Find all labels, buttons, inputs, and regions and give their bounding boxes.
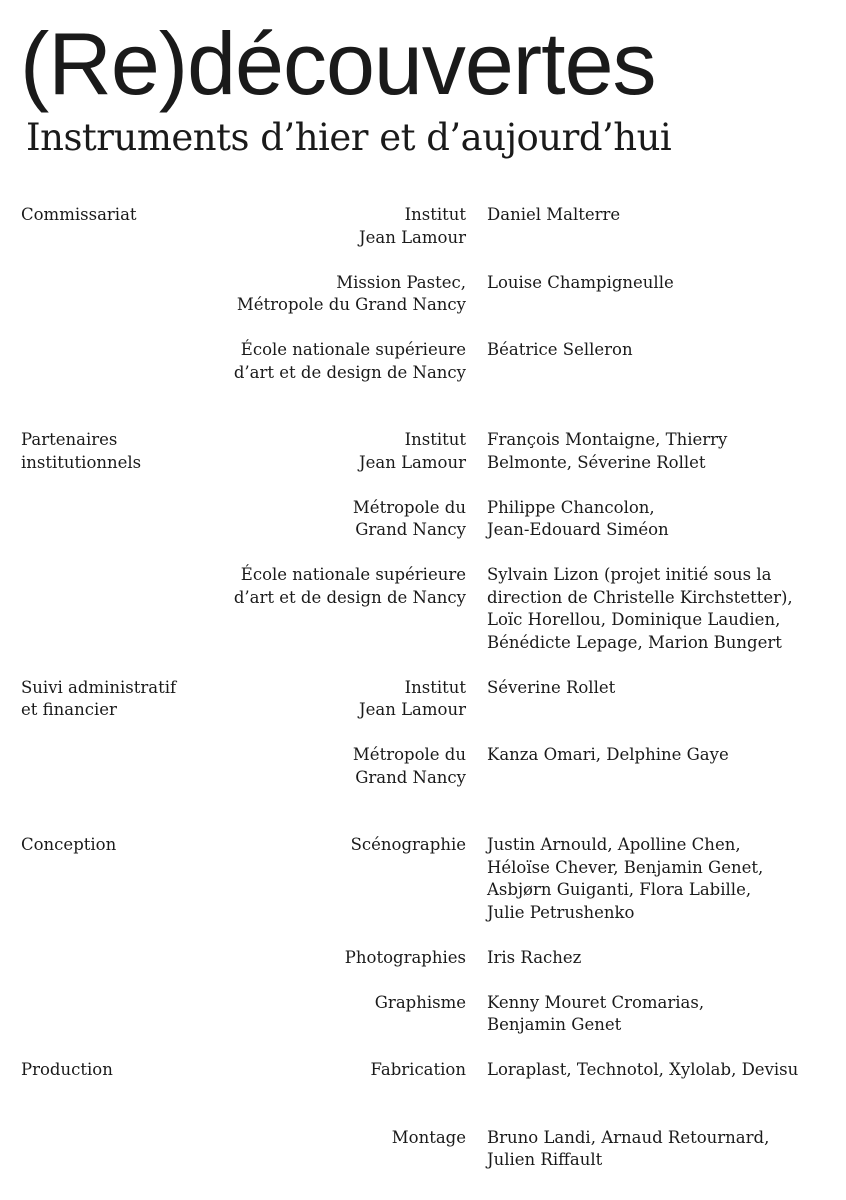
credit-entry <box>0 1127 846 1172</box>
credited-names: Loraplast, Technotol, Xylolab, Devisu <box>487 1060 799 1079</box>
organization: Scénographie <box>350 835 466 854</box>
credited-names: Bruno Landi, Arnaud Retournard, Julien Riffault <box>487 1127 770 1169</box>
credited-names: Séverine Rollet <box>487 677 616 697</box>
section-label: Production <box>21 1060 113 1079</box>
organization: Métropole du Grand Nancy <box>352 497 466 539</box>
section-label: Commissariat <box>21 205 137 224</box>
organization: Fabrication <box>370 1060 466 1079</box>
credit-entry <box>0 564 846 677</box>
section-label: Partenaires institutionnels <box>21 430 142 472</box>
credit-entry <box>0 1059 846 1127</box>
organization: Institut Jean Lamour <box>359 677 466 719</box>
credit-entry <box>0 204 846 272</box>
credited-names: Philippe Chancolon, Jean-Edouard Siméon <box>487 497 669 539</box>
credit-entry <box>0 834 846 947</box>
organization: Institut Jean Lamour <box>359 430 466 472</box>
credited-names: Iris Rachez <box>487 947 582 967</box>
credit-entry <box>0 947 846 992</box>
credit-entry <box>0 497 846 565</box>
credit-entry <box>0 429 846 497</box>
organization: Graphisme <box>374 992 466 1012</box>
section-suivi-administratif <box>0 677 846 835</box>
credits-list <box>0 204 846 1172</box>
section-label: Suivi administratif et financier <box>21 677 177 719</box>
credited-names: François Montaigne, Thierry Belmonte, Séverine Rollet <box>487 430 728 472</box>
credited-names: Daniel Malterre <box>487 205 621 224</box>
credit-entry <box>0 677 846 745</box>
credit-entry <box>0 339 846 429</box>
organization: Mission Pastec, Métropole du Grand Nancy <box>236 272 466 314</box>
page-title: (Re)découvertes <box>20 14 656 113</box>
organization: École nationale supérieure d’art et de design de Nancy <box>233 340 466 382</box>
credited-names: Justin Arnould, Apolline Chen, Héloïse Chever, Benjamin Genet, Asbjørn Guiganti, Flora Labille, Julie Petrushenko <box>487 835 764 922</box>
organization: Montage <box>391 1127 466 1147</box>
section-partenaires-institutionnels <box>0 429 846 677</box>
credit-entry <box>0 272 846 340</box>
organization: École nationale supérieure d’art et de design de Nancy <box>233 565 466 607</box>
section-production <box>0 1059 846 1172</box>
credited-names: Kanza Omari, Delphine Gaye <box>487 745 729 764</box>
section-conception <box>0 834 846 1059</box>
section-commissariat <box>0 204 846 429</box>
credit-entry <box>0 992 846 1060</box>
organization: Photographies <box>344 947 466 967</box>
credit-entry <box>0 744 846 834</box>
page-subtitle: Instruments d’hier et d’aujourd’hui <box>26 116 672 159</box>
credited-names: Sylvain Lizon (projet initié sous la direction de Christelle Kirchstetter), Loïc Horellou, Dominique Laudien, Bénédicte Lepage, Marion Bungert <box>487 565 793 652</box>
credited-names: Louise Champigneulle <box>487 272 674 292</box>
credited-names: Béatrice Selleron <box>487 340 633 359</box>
section-label: Conception <box>21 835 117 854</box>
organization: Métropole du Grand Nancy <box>352 745 466 787</box>
credited-names: Kenny Mouret Cromarias, Benjamin Genet <box>487 992 705 1034</box>
organization: Institut Jean Lamour <box>359 205 466 247</box>
